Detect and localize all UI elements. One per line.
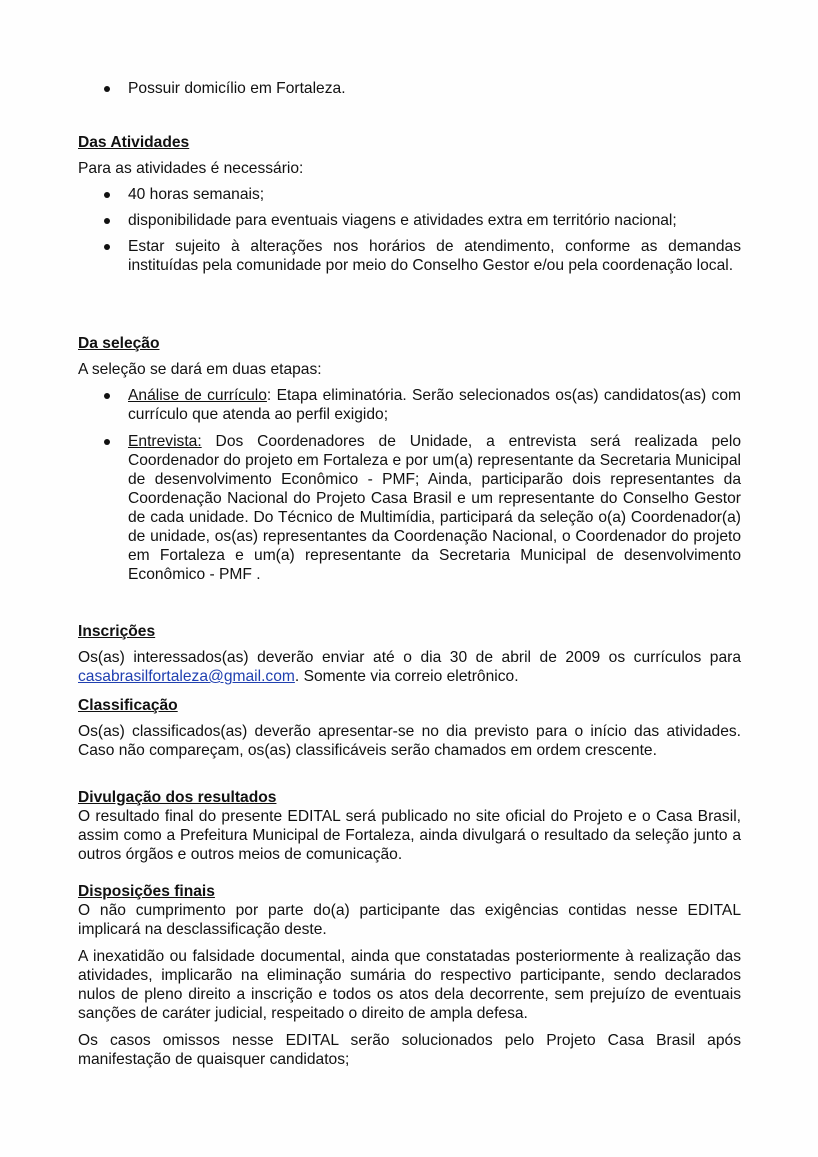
- list-item-text: disponibilidade para eventuais viagens e atividades extra em território nacional;: [128, 212, 677, 229]
- section-text: O não cumprimento por parte do(a) participante das exigências contidas nesse EDITAL implicará na desclassificação deste.: [78, 902, 741, 938]
- section-heading: Da seleção: [78, 335, 160, 352]
- bullet-icon: [104, 218, 110, 224]
- list-item-text: Dos Coordenadores de Unidade, a entrevista será realizada pelo Coordenador do projeto em Fortaleza e por um(a) representante da Secretaria Municipal de desenvolvimento Econômico - PMF; Ainda, participarão dois representantes da Coordenação Nacional do Projeto Casa Brasil e um representante do Conselho Gestor de cada unidade. Do Técnico de Multimídia, participará da seleção o(a) Coordenador(a) de unidade, os(as) representantes da Coordenação Nacional, o Coordenador do projeto em Fortaleza e um(a) representante da Secretaria Municipal de desenvolvimento Econômico - PMF .: [128, 433, 741, 583]
- section-heading: Classificação: [78, 697, 178, 714]
- list-item-text: Possuir domicílio em Fortaleza.: [128, 80, 346, 97]
- list-item-text: : Etapa eliminatória. Serão selecionados os(as) candidatos(as) com currículo que atenda ao perfil exigido;: [128, 387, 741, 423]
- bullet-icon: [104, 244, 110, 250]
- email-link[interactable]: casabrasilfortaleza@gmail.com: [78, 668, 295, 685]
- list-item-text: 40 horas semanais;: [128, 186, 265, 203]
- text-run: Os(as) interessados(as) deverão enviar até o dia 30 de abril de 2009 os currículos para: [78, 649, 741, 666]
- section-heading: Divulgação dos resultados: [78, 789, 277, 806]
- text-run: . Somente via correio eletrônico.: [294, 668, 519, 685]
- section-text: O resultado final do presente EDITAL será publicado no site oficial do Projeto e o Casa Brasil, assim como a Prefeitura Municipal de Fortaleza, ainda divulgará o resultado da seleção junto a outros órgãos e outros meios de comunicação.: [78, 808, 741, 863]
- section-heading: Disposições finais: [78, 883, 215, 900]
- list-item-label: Análise de currículo: [128, 387, 267, 404]
- section-inscricoes: [78, 622, 741, 686]
- bullet-icon: [104, 393, 110, 399]
- list-item: [78, 432, 741, 584]
- list-item: [78, 211, 741, 230]
- section-selecao: [78, 334, 741, 584]
- section-text: [78, 648, 741, 686]
- section-heading: Inscrições: [78, 623, 156, 640]
- section-heading: Das Atividades: [78, 134, 190, 151]
- section-intro: Para as atividades é necessário:: [78, 160, 304, 177]
- bullet-icon: [104, 439, 110, 445]
- section-text: Os(as) classificados(as) deverão apresentar-se no dia previsto para o início das atividades. Caso não compareçam, os(as) classificáveis serão chamados em ordem crescente.: [78, 723, 741, 759]
- section-disposicoes: [78, 882, 741, 1069]
- section-text: Os casos omissos nesse EDITAL serão solucionados pelo Projeto Casa Brasil após manifestação de quaisquer candidatos;: [78, 1032, 741, 1068]
- section-intro: A seleção se dará em duas etapas:: [78, 361, 322, 378]
- section-classificacao: [78, 696, 741, 760]
- list-item: [78, 79, 741, 98]
- section-atividades: [78, 133, 741, 275]
- list-item-label: Entrevista:: [128, 433, 202, 450]
- bullet-icon: [104, 86, 110, 92]
- bullet-icon: [104, 192, 110, 198]
- list-item-text: Estar sujeito à alterações nos horários de atendimento, conforme as demandas instituídas pela comunidade por meio do Conselho Gestor e/ou pela coordenação local.: [128, 238, 741, 274]
- list-item: [78, 185, 741, 204]
- section-divulgacao: [78, 788, 741, 864]
- list-item: [78, 386, 741, 424]
- list-item: [78, 237, 741, 275]
- section-text: A inexatidão ou falsidade documental, ainda que constatadas posteriormente à realização das atividades, implicarão na eliminação sumária do respectivo participante, sendo declarados nulos de pleno direito a inscrição e todos os atos dela decorrente, sem prejuízo de eventuais sanções de caráter judicial, respeitado o direito de ampla defesa.: [78, 948, 741, 1022]
